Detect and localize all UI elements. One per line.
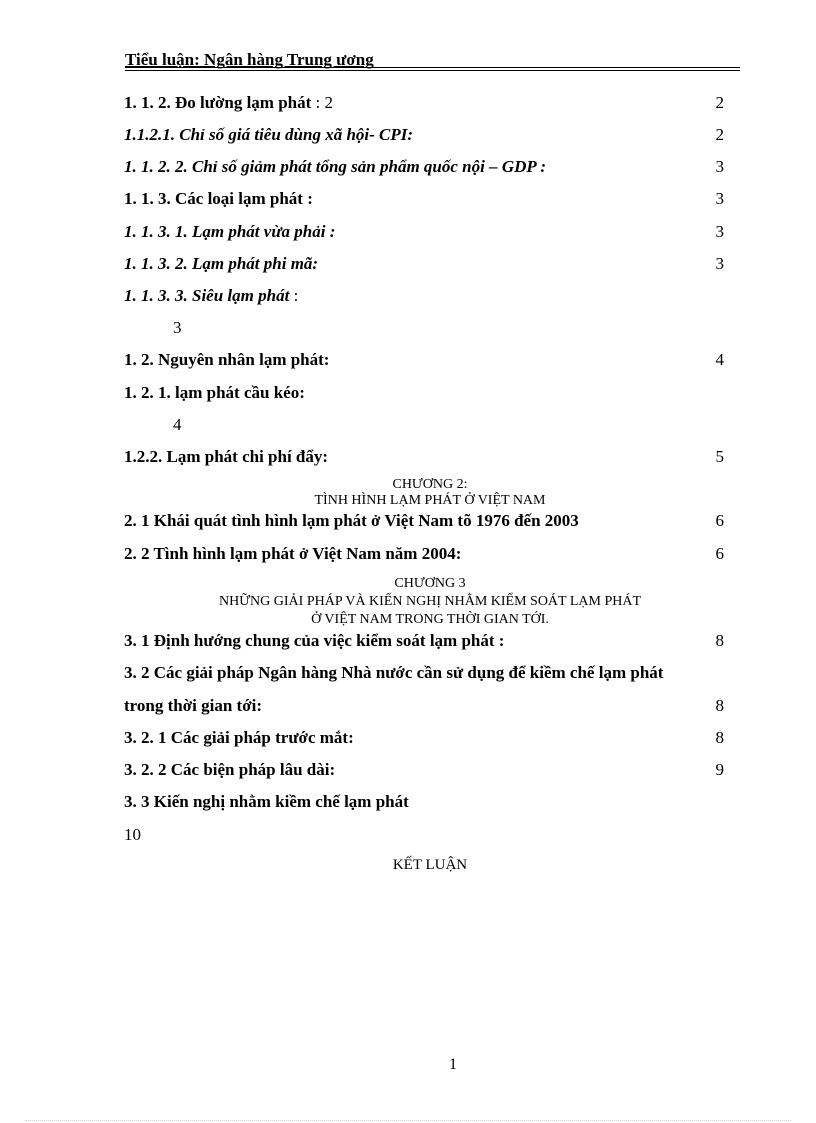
toc-entry-title: 1. 1. 3. 2. Lạm phát phi mã: (124, 254, 319, 273)
toc-entry-title: 1. 2. 1. lạm phát cầu kéo: (124, 383, 305, 402)
toc-entry (124, 663, 739, 683)
chapter-3-subtitle: Ở VIỆT NAM TRONG THỜI GIAN TỚI. (311, 612, 549, 627)
toc-entry-page: 8 (715, 728, 724, 747)
page-number: 1 (449, 1056, 457, 1073)
toc-entry-continuation (124, 696, 724, 716)
chapter-3-title: NHỮNG GIẢI PHÁP VÀ KIẾN NGHỊ NHẰM KIỂM SOÁT LẠM PHÁT (218, 594, 642, 609)
page-bottom-divider (25, 1120, 791, 1121)
toc-entry-title: 2. 1 Khái quát tình hình lạm phát ở Việt Nam tõ 1976 đến 2003 (124, 511, 579, 530)
chapter-3-label: CHƯƠNG 3 (394, 576, 466, 591)
toc-entry-title: 1.1.2.1. Chỉ số giá tiêu dùng xã hội- CPI: (124, 125, 414, 144)
toc-entry-title: 1. 1. 2. Đo lường lạm phát (124, 93, 312, 112)
toc-entry (124, 728, 724, 748)
toc-entry-title: 3. 3 Kiến nghị nhằm kiềm chế lạm phát (124, 792, 409, 811)
toc-entry (124, 286, 724, 306)
toc-entry (124, 544, 724, 564)
toc-entry-page: 2 (715, 125, 724, 144)
toc-entry-page: 5 (715, 447, 724, 466)
toc-entry-title: 1. 1. 3. Các loại lạm phát : (124, 189, 313, 208)
toc-entry-page: 4 (715, 350, 724, 369)
toc-entry-title: 1. 1. 2. 2. Chỉ số giảm phát tổng sản phẩm quốc nội – GDP : (124, 157, 547, 176)
toc-entry (124, 792, 724, 812)
toc-entry (124, 631, 724, 651)
toc-entry (124, 189, 724, 209)
toc-entry-page: 10 (124, 825, 141, 844)
toc-entry-page: 3 (715, 222, 724, 241)
chapter-2-title: TÌNH HÌNH LẠM PHÁT Ở VIỆT NAM (314, 493, 546, 508)
toc-entry (124, 254, 724, 274)
toc-entry-page: 4 (173, 415, 182, 434)
toc-entry (124, 93, 724, 113)
toc-entry-page: 6 (715, 544, 724, 563)
toc-entry (124, 125, 724, 145)
toc-entry-page: 3 (715, 189, 724, 208)
toc-entry-page: 6 (715, 511, 724, 530)
toc-entry (124, 511, 724, 531)
toc-entry-page: 8 (715, 631, 724, 650)
toc-entry (124, 760, 724, 780)
toc-entry-page: 8 (715, 696, 724, 715)
toc-entry (124, 447, 724, 467)
toc-entry-title: 3. 1 Định hướng chung của việc kiểm soát lạm phát : (124, 631, 505, 650)
toc-entry-title: 1. 1. 3. 1. Lạm phát vừa phải : (124, 222, 336, 241)
toc-entry-title: 2. 2 Tình hình lạm phát ở Việt Nam năm 2004: (124, 544, 462, 563)
toc-entry (124, 350, 724, 370)
chapter-2-label: CHƯƠNG 2: (392, 477, 468, 492)
conclusion-heading: KẾT LUẬN (392, 857, 468, 873)
toc-entry-title: 3. 2. 2 Các biện pháp lâu dài: (124, 760, 336, 779)
toc-entry-page: 3 (173, 318, 182, 337)
toc-entry-title: 1. 1. 3. 3. Siêu lạm phát (124, 286, 290, 305)
document-header-title: Tiểu luận: Ngân hàng Trung ương (125, 50, 374, 69)
toc-entry-page: 3 (715, 254, 724, 273)
header-rule-double (125, 70, 740, 71)
toc-entry-page: 9 (715, 760, 724, 779)
toc-entry (124, 157, 724, 177)
toc-entry-title: 3. 2 Các giải pháp Ngân hàng Nhà nước cần sử dụng để kiềm chế lạm phát (124, 663, 664, 682)
toc-entry-title: 1.2.2. Lạm phát chi phí đẩy: (124, 447, 329, 466)
header-rule (125, 67, 740, 68)
toc-entry-title: trong thời gian tới: (124, 696, 262, 715)
toc-entry-page: 2 (715, 93, 724, 112)
toc-entry (124, 222, 724, 242)
toc-entry-suffix: : 2 (311, 93, 334, 112)
toc-entry-title: 3. 2. 1 Các giải pháp trước mắt: (124, 728, 354, 747)
toc-entry-suffix: : (289, 286, 299, 305)
toc-entry-title: 1. 2. Nguyên nhân lạm phát: (124, 350, 330, 369)
toc-entry (124, 383, 724, 403)
toc-entry-page: 3 (715, 157, 724, 176)
